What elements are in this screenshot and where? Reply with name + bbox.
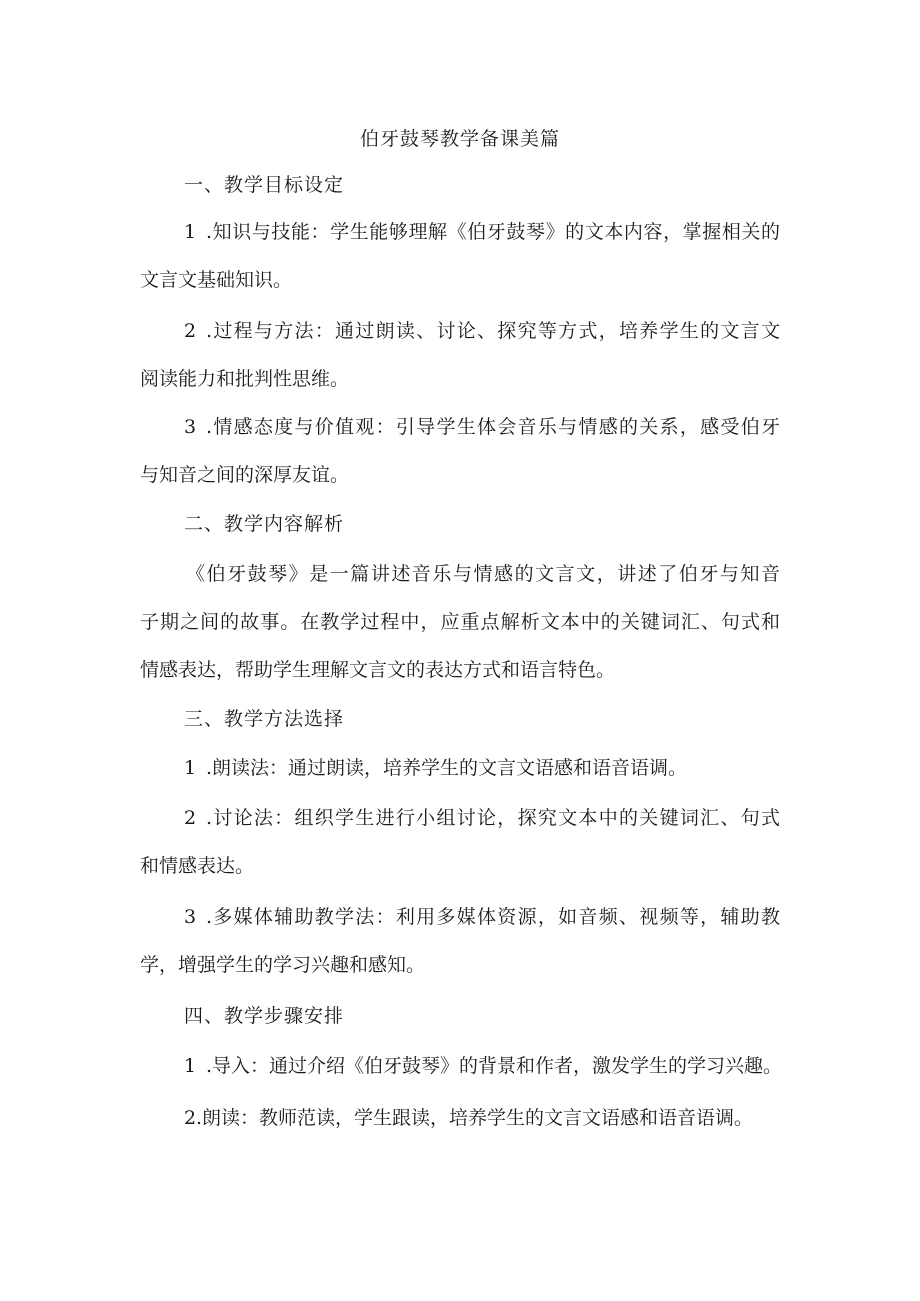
section-heading: 三、教学方法选择 [184, 708, 345, 730]
list-item [184, 1053, 782, 1079]
item-number: 2 [184, 320, 197, 342]
item-number: 2 [184, 1107, 197, 1129]
list-item [184, 904, 780, 930]
item-continuation: 学，增强学生的学习兴趣和感知。 [140, 954, 426, 976]
item-text: .多媒体辅助教学法：利用多媒体资源，如音频、视频等，辅助教 [206, 906, 780, 928]
list-item [184, 755, 687, 781]
item-number: 1 [184, 757, 197, 779]
list-item [184, 318, 780, 344]
item-continuation: 阅读能力和批判性思维。 [140, 368, 350, 390]
item-number: 1 [184, 221, 197, 243]
paragraph-line: 《伯牙鼓琴》是一篇讲述音乐与情感的文言文，讲述了伯牙与知音 [186, 563, 780, 585]
item-number: 3 [184, 416, 197, 438]
paragraph-line: 子期之间的故事。在教学过程中，应重点解析文本中的关键词汇、句式和 [140, 611, 780, 633]
item-continuation: 和情感表达。 [140, 855, 255, 877]
section-heading: 四、教学步骤安排 [184, 1005, 345, 1027]
item-text: .讨论法：组织学生进行小组讨论，探究文本中的关键词汇、句式 [206, 807, 780, 829]
item-text: .朗读：教师范读，学生跟读，培养学生的文言文语感和语音语调。 [196, 1107, 754, 1129]
list-item [184, 805, 780, 831]
item-number: 1 [184, 1055, 197, 1077]
paragraph-line: 情感表达，帮助学生理解文言文的表达方式和语言特色。 [140, 659, 616, 681]
list-item [184, 219, 780, 245]
item-text: .朗读法：通过朗读，培养学生的文言文语感和语音语调。 [206, 757, 688, 779]
item-continuation: 文言文基础知识。 [140, 269, 293, 291]
item-text: .知识与技能：学生能够理解《伯牙鼓琴》的文本内容，掌握相关的 [206, 221, 780, 243]
item-continuation: 与知音之间的深厚友谊。 [140, 464, 350, 486]
list-item [184, 1105, 753, 1131]
document-title: 伯牙鼓琴教学备课美篇 [359, 128, 560, 150]
item-text: .情感态度与价值观：引导学生体会音乐与情感的关系，感受伯牙 [206, 416, 780, 438]
item-text: .导入：通过介绍《伯牙鼓琴》的背景和作者，激发学生的学习兴趣。 [206, 1055, 783, 1077]
list-item [184, 414, 780, 440]
item-text: .过程与方法：通过朗读、讨论、探究等方式，培养学生的文言文 [206, 320, 780, 342]
item-number: 3 [184, 906, 197, 928]
item-number: 2 [184, 807, 197, 829]
section-heading: 二、教学内容解析 [184, 513, 345, 535]
section-heading: 一、教学目标设定 [184, 174, 345, 196]
